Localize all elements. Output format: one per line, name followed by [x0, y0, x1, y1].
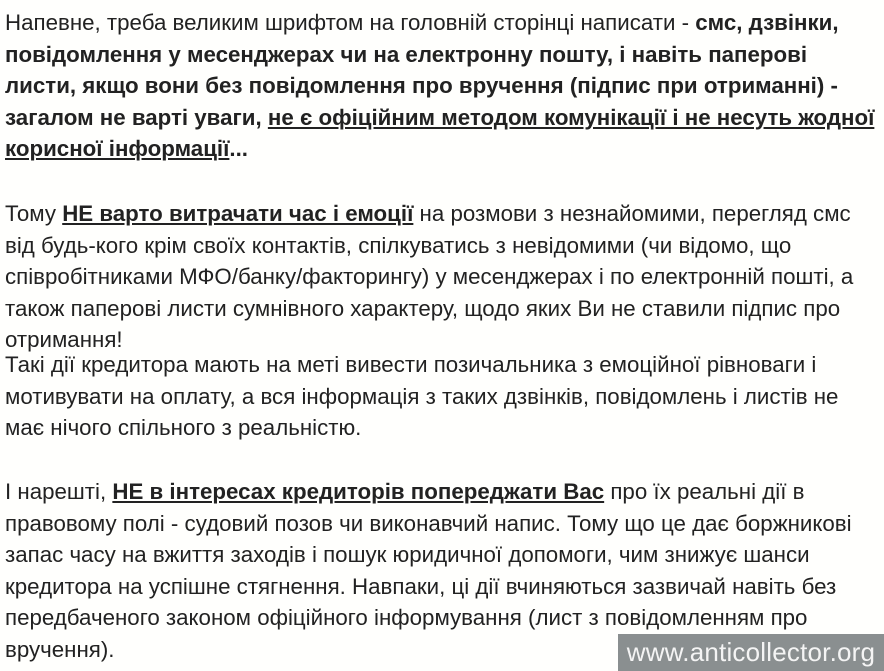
paragraph-2-rest: на розмови з незнайомими, перегляд смс від будь-кого крім своїх контактів, спілкуватись з невідомими (чи відомо, що співробітниками МФО/банку/факторингу) у месенджерах і по електронній пошті, а також паперові листи сумнівного характеру, щодо яких Ви не ставили підпис про отримання!: [5, 201, 854, 353]
paragraph-2-lead: Тому: [5, 201, 63, 226]
paragraph-4-rest: про їх реальні дії в правовому полі - судовий позов чи виконавчий напис. Тому що це дає боржникові запас часу на вжиття заходів і пошук юридичної допомоги, чим знижує шанси кредитора на успішне стягнення. Навпаки, ці дії вчиняються зазвичай навіть без передбаченого законом офіційного інформування (лист з повідомленням про вручення).: [5, 479, 852, 662]
paragraph-3-text: Такі дії кредитора мають на меті вивести позичальника з емоційної рівноваги і мотивувати на оплату, а вся інформація з таких дзвінків, повідомлень і листів не має нічого спільного з реальністю.: [5, 352, 839, 441]
paragraph-1-trail: ...: [229, 136, 248, 162]
paragraph-1-bold-underlined: не є офіційним методом комунікації і не несуть жодної корисної інформації: [5, 104, 875, 162]
paragraph-warning: [5, 7, 881, 165]
paragraph-advice: [5, 198, 881, 356]
paragraph-creditor-goals: [5, 349, 881, 444]
site-watermark: www.anticollector.org: [618, 634, 884, 671]
paragraph-1-lead: Напевне, треба великим шрифтом на головній сторінці написати -: [5, 10, 696, 35]
paragraph-4-bold-underlined: НЕ в інтересах кредиторів попереджати Вас: [112, 479, 605, 504]
paragraph-2-bold-underlined: НЕ варто витрачати час і емоції: [62, 201, 414, 226]
paragraph-4-lead: І нарешті,: [5, 479, 113, 504]
paragraph-1-bold: смс, дзвінки, повідомлення у месенджерах чи на електронну пошту, і навіть паперові листи, якщо вони без повідомлення про вручення (підпис при отриманні) - загалом не варті уваги,: [5, 10, 839, 130]
